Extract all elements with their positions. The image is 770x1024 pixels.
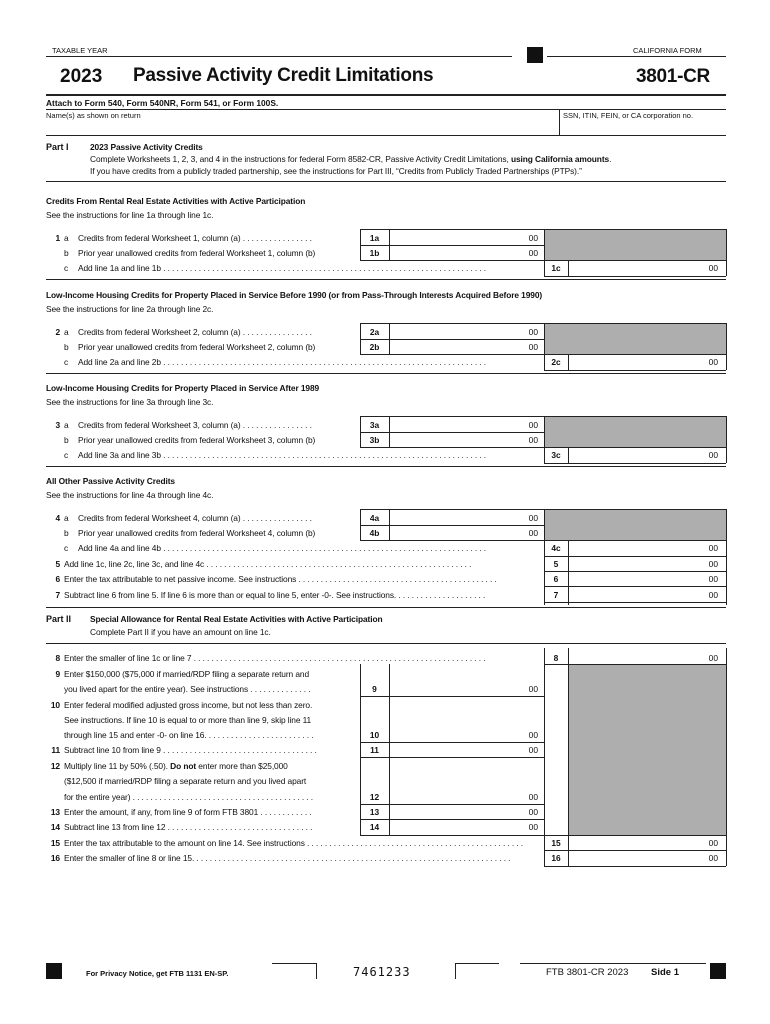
form-title: Passive Activity Credit Limitations [133,65,434,86]
line-5-number: 5 [55,559,60,569]
california-form-label: CALIFORNIA FORM [633,46,702,55]
line-1b-code: 1b [369,248,380,258]
line-3b-amount[interactable]: 00 [528,435,538,445]
line-4b-text: Prior year unallowed credits from federal Worksheet 4, column (b) [78,528,316,538]
line-1b-letter: b [64,248,69,258]
line-1a-letter: a [64,233,69,243]
line-4b-letter: b [64,528,69,538]
line-11-amount[interactable]: 00 [528,745,538,755]
line-14-number: 14 [50,822,60,832]
line-6-amount[interactable]: 00 [708,574,718,584]
line-2a-text: Credits from federal Worksheet 2, column (a) . . . . . . . . . . . . . . . . [78,327,312,337]
line-16-text: Enter the smaller of line 8 or line 15. . . . . . . . . . . . . . . . . . . . . . . . . . . . . . . . . . . . . . . . . . . . . . . . . . . . . . . . . . . . . . . . . . . . . . . . [64,853,511,863]
section-2-subheading: See the instructions for line 2a through line 2c. [46,304,214,314]
line-15-code: 15 [551,838,561,848]
line-11-text: Subtract line 10 from line 9 . . . . . . . . . . . . . . . . . . . . . . . . . . . . . . . . . . . [64,745,317,755]
line-3c-letter: c [64,450,69,460]
part1-label: Part I [46,142,69,152]
line-4c-amount[interactable]: 00 [708,543,718,553]
section-1-subheading: See the instructions for line 1a through line 1c. [46,210,214,220]
form-id-footer: FTB 3801-CR 2023 [546,967,629,978]
line-2c-amount[interactable]: 00 [708,357,718,367]
line-1a-amount[interactable]: 00 [528,233,538,243]
part1-title: 2023 Passive Activity Credits [90,142,203,152]
line-14-text: Subtract line 13 from line 12 . . . . . . . . . . . . . . . . . . . . . . . . . . . . . . . . . [64,822,313,832]
registration-mark [527,47,543,63]
name-input[interactable] [48,121,554,134]
line-2b-letter: b [64,342,69,352]
line-7-amount[interactable]: 00 [708,590,718,600]
line-12-number: 12 [50,761,60,771]
line-4a-letter: a [64,513,69,523]
line-15-number: 15 [50,838,60,848]
section-2-heading: Low-Income Housing Credits for Property Placed in Service Before 1990 (or from Pass-Through Interests Acquired Before 1990) [46,290,543,300]
line-9-text-1: Enter $150,000 ($75,000 if married/RDP filing a separate return and [64,669,310,679]
line-9-text-2: you lived apart for the entire year). See instructions . . . . . . . . . . . . . . [64,684,311,694]
line-5-amount[interactable]: 00 [708,559,718,569]
line-8-amount[interactable]: 00 [708,653,718,663]
line-7-code: 7 [553,590,559,600]
line-3c-code: 3c [551,450,561,460]
line-13-text: Enter the amount, if any, from line 9 of form FTB 3801 . . . . . . . . . . . . [64,807,312,817]
line-14-amount[interactable]: 00 [528,822,538,832]
line-2b-text: Prior year unallowed credits from federal Worksheet 2, column (b) [78,342,316,352]
line-13-code: 13 [369,807,380,817]
line-1b-amount[interactable]: 00 [528,248,538,258]
part1-ptp-note: If you have credits from a publicly traded partnership, see the instructions for Part III, “Credits from Publicly Traded Partnerships (PTPs).” [90,166,582,176]
name-field-label: Name(s) as shown on return [46,111,141,120]
line-4b-code: 4b [369,528,380,538]
section-3-heading: Low-Income Housing Credits for Property Placed in Service After 1989 [46,383,320,393]
section-3-subheading: See the instructions for line 3a through line 3c. [46,397,214,407]
form-number: 3801-CR [636,66,710,87]
line-2b-code: 2b [369,342,380,352]
tax-year: 2023 [60,66,103,87]
line-16-code: 16 [551,853,561,863]
form-barcode-number: 7461233 [353,965,411,979]
line-3a-code: 3a [369,420,380,430]
line-6-text: Enter the tax attributable to net passive income. See instructions . . . . . . . . . . . . . . . . . . . . . . . . . . . . . . . . . . . . . . . . . . . . . [64,574,497,584]
line-14-code: 14 [369,822,380,832]
line-2-number: 2 [55,327,60,337]
line-2c-code: 2c [551,357,561,367]
section-3-shaded [545,416,726,447]
line-12-code: 12 [369,792,380,802]
part2-label: Part II [46,614,72,624]
line-3a-amount[interactable]: 00 [528,420,538,430]
line-10-text-1: Enter federal modified adjusted gross income, but not less than zero. [64,700,313,710]
registration-mark-bottom-left [46,963,62,979]
privacy-notice: For Privacy Notice, get FTB 1131 EN-SP. [86,969,229,978]
line-4c-text: Add line 4a and line 4b . . . . . . . . . . . . . . . . . . . . . . . . . . . . . . . . . . . . . . . . . . . . . . . . . . . . . . . . . . . . . . . . . . . . . . . . . [78,543,487,553]
line-4a-code: 4a [369,513,380,523]
line-2a-letter: a [64,327,69,337]
line-12-amount[interactable]: 00 [528,792,538,802]
section-2-shaded [545,323,726,354]
line-1b-text: Prior year unallowed credits from federal Worksheet 1, column (b) [78,248,316,258]
shaded-area-part2 [569,664,726,836]
line-5-text: Add line 1c, line 2c, line 3c, and line 4c . . . . . . . . . . . . . . . . . . . . . . . . . . . . . . . . . . . . . . . . . . . . . . . . . . . . . . . . . . . . [64,559,472,569]
line-11-code: 11 [370,745,379,755]
line-9-amount[interactable]: 00 [528,684,538,694]
attach-instruction: Attach to Form 540, Form 540NR, Form 541, or Form 100S. [46,98,279,108]
line-1c-amount[interactable]: 00 [708,263,718,273]
line-2b-amount[interactable]: 00 [528,342,538,352]
line-8-text: Enter the smaller of line 1c or line 7 . . . . . . . . . . . . . . . . . . . . . . . . . . . . . . . . . . . . . . . . . . . . . . . . . . . . . . . . . . . . . . . . . . [64,653,486,663]
line-6-code: 6 [553,574,559,584]
line-15-text: Enter the tax attributable to the amount on line 14. See instructions . . . . . . . . . . . . . . . . . . . . . . . . . . . . . . . . . . . . . . . . . . . . . . . . . [64,838,524,848]
line-4c-letter: c [64,543,69,553]
ssn-field-label: SSN, ITIN, FEIN, or CA corporation no. [563,111,694,120]
line-7-number: 7 [55,590,60,600]
part2-subtitle: Complete Part II if you have an amount on line 1c. [90,627,271,637]
line-13-number: 13 [50,807,60,817]
section-1-shaded [545,229,726,260]
line-4-number: 4 [55,513,60,523]
line-16-amount[interactable]: 00 [708,853,718,863]
line-12-text-1: Multiply line 11 by 50% (.50). Do not enter more than $25,000 [64,761,288,771]
line-10-amount[interactable]: 00 [528,730,538,740]
line-12-text-3: for the entire year) . . . . . . . . . . . . . . . . . . . . . . . . . . . . . . . . . . . . . . . . . [64,792,314,802]
section-4-shaded [545,509,726,540]
line-1c-letter: c [64,263,69,273]
section-4-heading: All Other Passive Activity Credits [46,476,175,486]
line-6-number: 6 [55,574,60,584]
line-1c-code: 1c [551,263,561,273]
line-1c-text: Add line 1a and line 1b . . . . . . . . . . . . . . . . . . . . . . . . . . . . . . . . . . . . . . . . . . . . . . . . . . . . . . . . . . . . . . . . . . . . . . . . . [78,263,487,273]
line-2a-code: 2a [369,327,380,337]
line-9-number: 9 [55,669,60,679]
line-4c-code: 4c [551,543,561,553]
registration-mark-bottom-right [710,963,726,979]
line-15-amount[interactable]: 00 [708,838,718,848]
part1-intro: Complete Worksheets 1, 2, 3, and 4 in the instructions for federal Form 8582-CR, Passive Activity Credit Limitations, using California amounts. [90,154,612,164]
line-12-text-2: ($12,500 if married/RDP filing a separate return and you lived apart [64,776,307,786]
line-4a-text: Credits from federal Worksheet 4, column (a) . . . . . . . . . . . . . . . . [78,513,312,523]
line-1a-code: 1a [369,233,380,243]
line-8-number: 8 [55,653,60,663]
line-10-number: 10 [50,700,60,710]
line-3a-letter: a [64,420,69,430]
line-7-text: Subtract line 6 from line 5. If line 6 is more than or equal to line 5, enter -0-. See instructions. . . . . . . . . . . . . . . . . . . . . [64,590,486,600]
part2-title: Special Allowance for Rental Real Estate Activities with Active Participation [90,614,383,624]
line-10-code: 10 [369,730,380,740]
section-1-heading: Credits From Rental Real Estate Activities with Active Participation [46,196,306,206]
line-3-number: 3 [55,420,60,430]
ssn-input[interactable] [562,121,724,134]
line-3b-letter: b [64,435,69,445]
line-1-number: 1 [55,233,60,243]
line-3a-text: Credits from federal Worksheet 3, column (a) . . . . . . . . . . . . . . . . [78,420,312,430]
line-3b-code: 3b [369,435,380,445]
line-2c-letter: c [64,357,69,367]
line-3c-text: Add line 3a and line 3b . . . . . . . . . . . . . . . . . . . . . . . . . . . . . . . . . . . . . . . . . . . . . . . . . . . . . . . . . . . . . . . . . . . . . . . . . [78,450,487,460]
line-1a-text: Credits from federal Worksheet 1, column (a) . . . . . . . . . . . . . . . . [78,233,312,243]
line-16-number: 16 [50,853,60,863]
section-4-subheading: See the instructions for line 4a through line 4c. [46,490,214,500]
line-5-code: 5 [553,559,559,569]
line-2a-amount[interactable]: 00 [528,327,538,337]
line-11-number: 11 [51,745,60,755]
line-4a-amount[interactable]: 00 [528,513,538,523]
line-3c-amount[interactable]: 00 [708,450,718,460]
taxable-year-label: TAXABLE YEAR [52,46,108,55]
line-3b-text: Prior year unallowed credits from federal Worksheet 3, column (b) [78,435,316,445]
page-side: Side 1 [651,967,679,978]
line-10-text-2: See instructions. If line 10 is equal to or more than line 9, skip line 11 [64,715,312,725]
line-8-code: 8 [553,653,559,663]
line-9-code: 9 [372,684,377,694]
line-4b-amount[interactable]: 00 [528,528,538,538]
line-2c-text: Add line 2a and line 2b . . . . . . . . . . . . . . . . . . . . . . . . . . . . . . . . . . . . . . . . . . . . . . . . . . . . . . . . . . . . . . . . . . . . . . . . . [78,357,487,367]
line-13-amount[interactable]: 00 [528,807,538,817]
line-10-text-3: through line 15 and enter -0- on line 16. . . . . . . . . . . . . . . . . . . . . . . . . [64,730,314,740]
